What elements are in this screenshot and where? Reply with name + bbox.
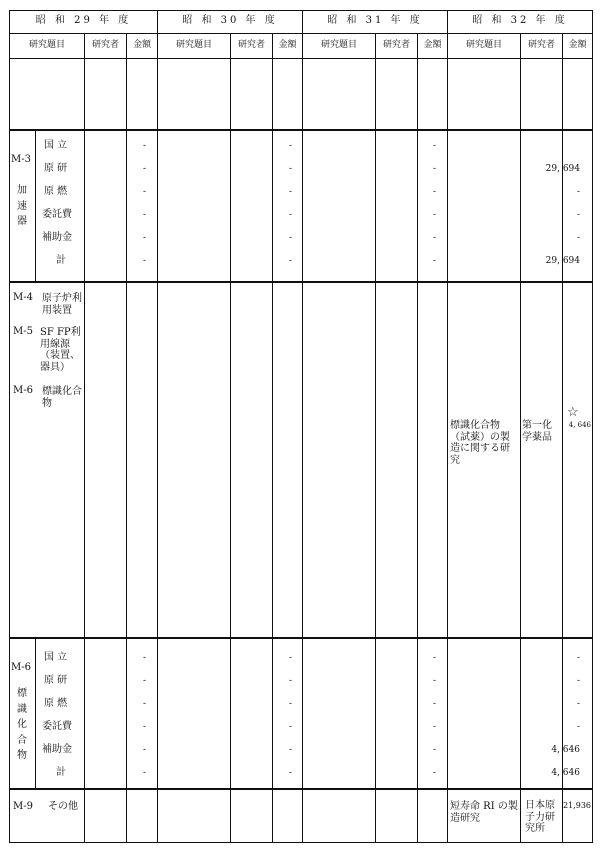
m6-label-char: 合 bbox=[17, 734, 27, 746]
m3-31-dash: - bbox=[432, 210, 436, 220]
m3-30-dash: - bbox=[288, 233, 292, 243]
m6-label-char: 識 bbox=[17, 703, 27, 715]
m3-29-dash: - bbox=[142, 233, 146, 243]
m6-32-total-amount: 4, 646 bbox=[551, 768, 580, 778]
col-31-amount: 金額 bbox=[423, 40, 442, 50]
rule-32-amount bbox=[562, 33, 563, 843]
m6-32-dash: - bbox=[576, 722, 580, 732]
m3-label-char: 加 bbox=[17, 185, 27, 196]
m4-code: M-4 bbox=[13, 292, 33, 303]
m6-29-dash: - bbox=[142, 699, 146, 709]
m3-code: M-3 bbox=[11, 154, 31, 165]
m6-29-dash: - bbox=[142, 653, 146, 663]
rule-year-header bbox=[9, 33, 593, 34]
m3-item-kokuritsu: 国 立 bbox=[44, 140, 68, 151]
m3-item-hojokin: 補助金 bbox=[42, 232, 72, 243]
m5-title: SF FP利用線源（装置、器具） bbox=[40, 327, 81, 373]
y32-m6-researcher: 第一化学薬品 bbox=[522, 420, 552, 443]
rule-year-32 bbox=[447, 10, 448, 843]
rule-30-researcher bbox=[230, 33, 231, 843]
m6-label-char: 化 bbox=[17, 719, 27, 730]
m9-32-researcher: 日本原子力研究所 bbox=[525, 800, 555, 834]
m6-30-dash: - bbox=[288, 653, 292, 663]
rule-section-m3-top bbox=[9, 129, 593, 131]
col-29-topic: 研究題目 bbox=[28, 40, 65, 50]
m6-29-dash: - bbox=[142, 745, 146, 755]
rule-32-researcher bbox=[520, 33, 521, 843]
year-32-header: 昭 和 32 年 度 bbox=[472, 15, 568, 26]
m9-32-topic: 短寿命 RI の製造研究 bbox=[450, 801, 518, 824]
m6-32-dash: - bbox=[576, 676, 580, 686]
m3-32-genken-amount: 29, 694 bbox=[545, 164, 580, 174]
m6-label-vertical bbox=[15, 686, 29, 764]
col-31-topic: 研究題目 bbox=[320, 40, 357, 50]
year-31-header: 昭 和 31 年 度 bbox=[327, 15, 423, 26]
m3-item-total: 計 bbox=[56, 255, 66, 266]
col-31-researcher: 研究者 bbox=[382, 40, 410, 50]
rule-year-30 bbox=[157, 10, 158, 843]
rule-right bbox=[592, 10, 593, 843]
m6-label-char: 標 bbox=[17, 688, 27, 699]
m6-31-dash: - bbox=[432, 699, 436, 709]
m6-29-dash: - bbox=[142, 722, 146, 732]
m4-title: 原子炉利用装置 bbox=[42, 293, 82, 316]
m3-29-dash: - bbox=[142, 164, 146, 174]
rule-bottom bbox=[9, 842, 593, 843]
m6-29-dash: - bbox=[142, 768, 146, 778]
m3-item-genken: 原 研 bbox=[44, 163, 68, 174]
rule-29-amount bbox=[126, 33, 127, 843]
rule-top bbox=[9, 10, 593, 11]
m6-30-dash: - bbox=[288, 722, 292, 732]
m6-mid-title: 標識化合物 bbox=[42, 386, 82, 409]
col-32-amount: 金額 bbox=[568, 40, 587, 50]
m6-item-hojokin: 補助金 bbox=[42, 744, 72, 755]
m3-29-dash: - bbox=[142, 210, 146, 220]
m6-item-gennen: 原 燃 bbox=[44, 698, 68, 709]
rule-m3-label-divider bbox=[35, 130, 36, 282]
m6-code: M-6 bbox=[11, 662, 31, 673]
m3-30-dash: - bbox=[288, 141, 292, 151]
m3-30-dash: - bbox=[288, 164, 292, 174]
rule-31-researcher bbox=[375, 33, 376, 843]
rule-section-m6-bottom bbox=[9, 788, 593, 790]
m3-32-dash: - bbox=[576, 210, 580, 220]
m3-32-dash: - bbox=[576, 233, 580, 243]
m9-32-amount: 21,936 bbox=[563, 801, 591, 810]
m6-item-kokuritsu: 国 立 bbox=[44, 652, 68, 663]
m3-30-dash: - bbox=[288, 256, 292, 266]
m6-mid-code: M-6 bbox=[13, 385, 33, 396]
rule-m6-label-divider bbox=[35, 638, 36, 789]
m6-32-dash: - bbox=[576, 653, 580, 663]
m3-31-dash: - bbox=[432, 233, 436, 243]
col-30-amount: 金額 bbox=[278, 40, 297, 50]
m3-29-dash: - bbox=[142, 187, 146, 197]
rule-section-m6-top bbox=[9, 637, 593, 639]
m3-31-dash: - bbox=[432, 164, 436, 174]
m6-item-itakuhi: 委託費 bbox=[42, 721, 72, 732]
m3-item-gennen: 原 燃 bbox=[44, 186, 68, 197]
m6-32-dash: - bbox=[576, 699, 580, 709]
rule-year-31 bbox=[302, 10, 303, 843]
m3-label-vertical bbox=[15, 183, 29, 230]
m3-31-dash: - bbox=[432, 141, 436, 151]
col-30-researcher: 研究者 bbox=[237, 40, 265, 50]
m3-31-dash: - bbox=[432, 187, 436, 197]
col-32-researcher: 研究者 bbox=[527, 40, 555, 50]
m6-item-total: 計 bbox=[56, 767, 66, 778]
m9-code: M-9 bbox=[13, 801, 33, 812]
col-30-topic: 研究題目 bbox=[175, 40, 212, 50]
m3-item-itakuhi: 委託費 bbox=[42, 209, 72, 220]
rule-section-m3-bottom bbox=[9, 281, 593, 283]
m6-30-dash: - bbox=[288, 699, 292, 709]
m6-31-dash: - bbox=[432, 653, 436, 663]
rule-30-amount bbox=[272, 33, 273, 843]
col-29-amount: 金額 bbox=[132, 40, 151, 50]
m3-31-dash: - bbox=[432, 256, 436, 266]
m6-30-dash: - bbox=[288, 745, 292, 755]
rule-left bbox=[9, 10, 10, 843]
m3-30-dash: - bbox=[288, 210, 292, 220]
m3-30-dash: - bbox=[288, 187, 292, 197]
m9-title: その他 bbox=[48, 801, 78, 812]
m6-29-dash: - bbox=[142, 676, 146, 686]
rule-31-amount bbox=[417, 33, 418, 843]
m6-30-dash: - bbox=[288, 768, 292, 778]
m3-32-dash: - bbox=[576, 187, 580, 197]
m3-29-dash: - bbox=[142, 141, 146, 151]
col-29-researcher: 研究者 bbox=[91, 40, 119, 50]
y32-m6-topic: 標識化合物（試薬）の製造に関する研究 bbox=[450, 420, 510, 466]
m6-31-dash: - bbox=[432, 676, 436, 686]
m6-32-hojokin-amount: 4, 646 bbox=[551, 745, 580, 755]
col-32-topic: 研究題目 bbox=[465, 40, 502, 50]
rule-column-header bbox=[9, 58, 593, 59]
star-mark-icon: ☆ bbox=[567, 405, 579, 420]
m3-label-char: 速 bbox=[17, 200, 27, 212]
m6-label-char: 物 bbox=[17, 750, 27, 761]
y32-m6-amount: 4, 646 bbox=[568, 421, 591, 429]
m6-31-dash: - bbox=[432, 768, 436, 778]
rule-29-researcher bbox=[84, 33, 85, 843]
m6-31-dash: - bbox=[432, 722, 436, 732]
m6-30-dash: - bbox=[288, 676, 292, 686]
m6-item-genken: 原 研 bbox=[44, 675, 68, 686]
m6-31-dash: - bbox=[432, 745, 436, 755]
m3-32-total-amount: 29, 694 bbox=[545, 256, 580, 266]
year-30-header: 昭 和 30 年 度 bbox=[182, 15, 278, 26]
m3-29-dash: - bbox=[142, 256, 146, 266]
year-29-header: 昭 和 29 年 度 bbox=[35, 15, 132, 26]
m3-label-char: 器 bbox=[17, 216, 27, 227]
m5-code: M-5 bbox=[13, 326, 33, 337]
